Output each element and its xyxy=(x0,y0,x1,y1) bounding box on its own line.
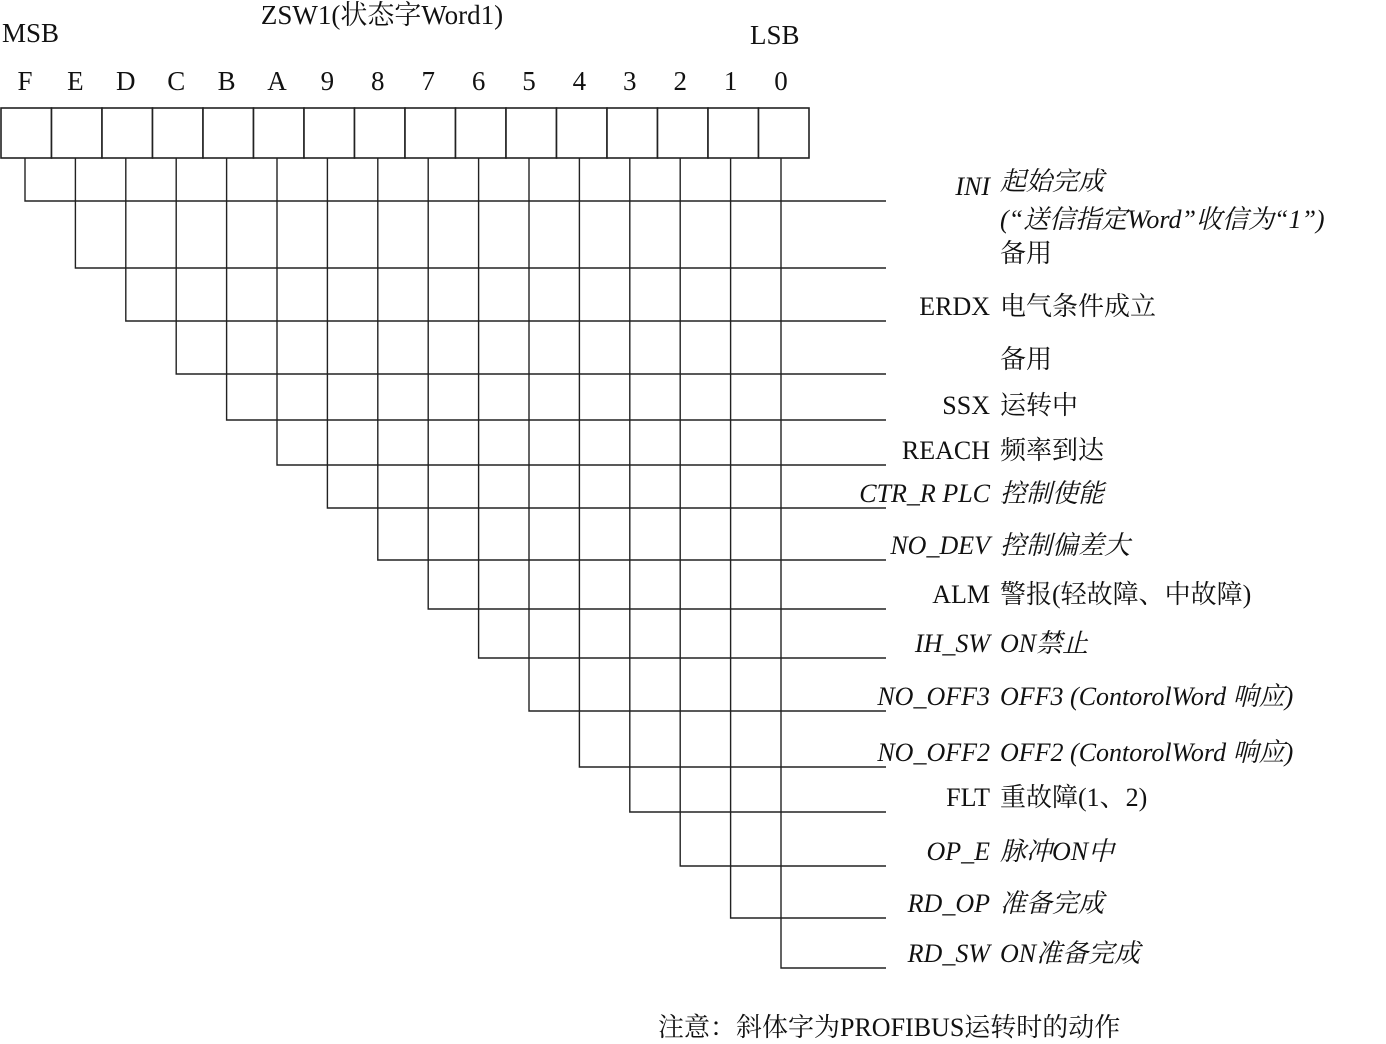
wire-bit-e xyxy=(75,158,886,268)
wire-bit-6 xyxy=(479,158,886,658)
signal-code-bit-9: CTR_R PLC xyxy=(859,479,990,508)
bit-cell-7 xyxy=(405,108,456,158)
signal-code-bit-8: NO_DEV xyxy=(890,531,990,560)
bit-cell-6 xyxy=(456,108,507,158)
bit-label-f: F xyxy=(17,66,33,96)
wire-bit-1 xyxy=(731,158,886,918)
signal-code-bit-a: REACH xyxy=(901,436,990,465)
bit-cell-d xyxy=(102,108,153,158)
lsb-label: LSB xyxy=(750,20,800,50)
signal-desc-bit-b: 运转中 xyxy=(1000,391,1079,420)
signal-code-bit-2: OP_E xyxy=(926,837,990,866)
wire-bit-7 xyxy=(428,158,886,609)
bit-label-a: A xyxy=(267,66,287,96)
bit-label-0: 0 xyxy=(774,66,788,96)
diagram-title: ZSW1(状态字Word1) xyxy=(260,0,504,30)
signal-desc-bit-7: 警报(轻故障、中故障) xyxy=(1000,580,1252,609)
wire-bit-4 xyxy=(579,158,886,767)
bit-cell-3 xyxy=(607,108,658,158)
bit-cell-1 xyxy=(708,108,759,158)
bit-labels xyxy=(17,66,787,96)
wire-bit-f xyxy=(25,158,886,201)
signal-desc-bit-1: 准备完成 xyxy=(1000,889,1105,918)
wire-bit-5 xyxy=(529,158,886,711)
signal-desc-bit-f: 起始完成 xyxy=(1000,167,1105,196)
footnote: 注意：斜体字为PROFIBUS运转时的动作 xyxy=(658,1013,1121,1042)
bit-cell-a xyxy=(254,108,305,158)
bit-cell-f xyxy=(1,108,52,158)
bit-label-4: 4 xyxy=(572,66,587,96)
wire-bit-b xyxy=(227,158,886,420)
bit-register xyxy=(1,108,809,158)
bit-label-6: 6 xyxy=(471,66,486,96)
signal-code-bit-d: ERDX xyxy=(919,292,990,321)
signal-desc-bit-8: 控制偏差大 xyxy=(1000,531,1131,560)
bit-label-d: D xyxy=(116,66,136,96)
wire-bit-2 xyxy=(680,158,886,866)
signal-code-bit-6: IH_SW xyxy=(914,629,990,658)
bit-label-5: 5 xyxy=(522,66,536,96)
signal-desc-bit-a: 频率到达 xyxy=(1000,436,1105,465)
bit-cell-5 xyxy=(506,108,557,158)
signal-code-bit-b: SSX xyxy=(942,391,990,420)
bit-cell-4 xyxy=(557,108,608,158)
bit-cell-0 xyxy=(759,108,810,158)
bit-label-b: B xyxy=(217,66,236,96)
signal-extra-bit-f: (“送信指定Word”收信为“1”) xyxy=(1000,205,1325,234)
bit-cell-8 xyxy=(355,108,406,158)
signal-desc-bit-d: 电气条件成立 xyxy=(1000,292,1157,321)
wire-bit-8 xyxy=(378,158,886,560)
signal-desc-bit-9: 控制使能 xyxy=(1000,479,1105,508)
signal-desc-bit-0: ON准备完成 xyxy=(1000,939,1141,968)
bit-label-c: C xyxy=(167,66,186,96)
msb-label: MSB xyxy=(2,18,60,48)
bit-label-9: 9 xyxy=(320,66,335,96)
signal-desc-bit-2: 脉冲ON中 xyxy=(1000,837,1115,866)
bit-cell-c xyxy=(153,108,204,158)
wire-bit-3 xyxy=(630,158,886,812)
bit-cell-b xyxy=(203,108,254,158)
signal-desc-bit-4: OFF2 (ContorolWord 响应) xyxy=(1000,738,1294,767)
bit-label-2: 2 xyxy=(673,66,687,96)
bit-cell-9 xyxy=(304,108,355,158)
wire-bit-d xyxy=(126,158,886,321)
signal-code-bit-7: ALM xyxy=(932,580,990,609)
signal-desc-bit-3: 重故障(1、2) xyxy=(1000,783,1148,812)
wire-bit-0 xyxy=(781,158,886,968)
bit-label-7: 7 xyxy=(421,66,435,96)
wire-bit-a xyxy=(277,158,886,465)
signal-desc-bit-6: ON禁止 xyxy=(1000,629,1089,658)
wire-bit-c xyxy=(176,158,886,374)
signal-desc-bit-5: OFF3 (ContorolWord 响应) xyxy=(1000,682,1294,711)
signal-desc-bit-c: 备用 xyxy=(1000,345,1053,374)
signal-labels xyxy=(859,167,1324,968)
signal-code-bit-5: NO_OFF3 xyxy=(877,682,990,711)
bit-label-3: 3 xyxy=(623,66,637,96)
signal-code-bit-0: RD_SW xyxy=(907,939,990,968)
bit-label-8: 8 xyxy=(371,66,385,96)
bit-label-1: 1 xyxy=(723,66,738,96)
signal-code-bit-3: FLT xyxy=(946,783,990,812)
bit-cell-2 xyxy=(658,108,709,158)
signal-code-bit-f: INI xyxy=(955,172,990,201)
bit-label-e: E xyxy=(67,66,84,96)
signal-code-bit-4: NO_OFF2 xyxy=(877,738,990,767)
signal-code-bit-1: RD_OP xyxy=(907,889,990,918)
bit-cell-e xyxy=(52,108,103,158)
signal-desc-bit-e: 备用 xyxy=(1000,239,1053,268)
wire-bit-9 xyxy=(327,158,886,508)
signal-wires xyxy=(25,158,886,968)
